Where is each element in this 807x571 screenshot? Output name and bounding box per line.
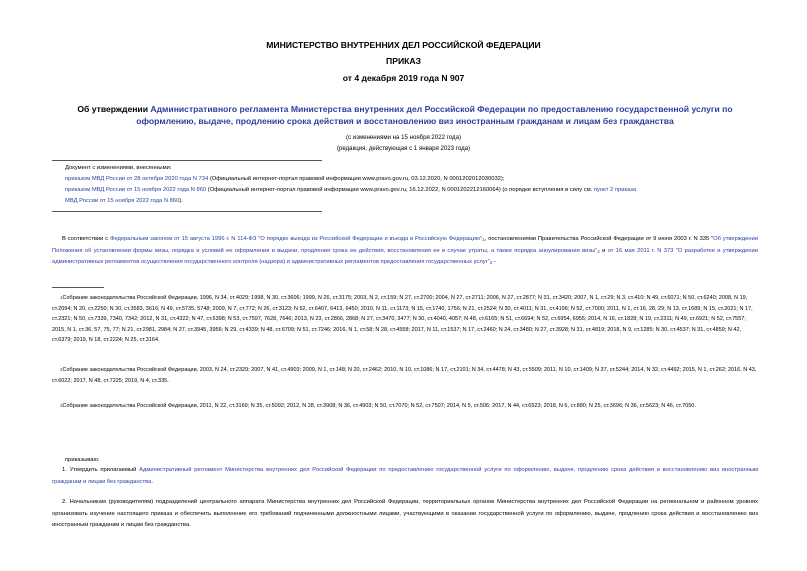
- status-changes: (с изменениями на 15 ноября 2022 года): [346, 134, 461, 141]
- order-item-2: 2. Начальникам (руководителям) подразделений центрального аппарата Министерства внутренних дел Российской Федерации, территориальных органов Министерства внутренних дел Российской Федерации на региональном и районном уровнях организовать изучение настоящего приказа и обеспечить выполнение его требований подчиненными должностными лицами, участвующими в оказании государственной услуги по оформлению, выдаче, продлению срока действия и восстановлению виз иностранным гражданам и лицам без гражданства.: [52, 499, 758, 528]
- federal-law-114-link[interactable]: Федеральным законом от 15 августа 1996 г. N 114-ФЗ "О порядке выезда из Российской Федерации и въезда в Российскую Федерацию": [109, 236, 483, 242]
- status-edition: (редакция, действующая с 1 января 2023 года): [336, 145, 471, 152]
- preamble-text-1: В соответствии с: [62, 236, 110, 242]
- order-item-1-end: .: [151, 478, 153, 485]
- preamble-paragraph: В соответствии с Федеральным законом от 15 августа 1996 г. N 114-ФЗ "О порядке выезда из Российской Федерации и въезда в Российскую Федерацию"$^1$, постановлениями Правительства Российской Федерации от 9 июня 2003 г. N 335 "Об утверждении Положения об установлении формы визы, порядка и условий ее оформления и выдачи, продления срока ее действия, восстановления ее в случае утраты, а также порядка аннулирования визы"$^2$ и от 16 мая 2011 г. N 373 "О разработке и утверждении административных регламентов осуществления государственного контроля (надзора) и административных регламентов предоставления государственных услуг"$^3$ -: [52, 236, 758, 265]
- order-734-link[interactable]: приказом МВД России от 28 октября 2020 года N 734: [65, 176, 209, 182]
- footnote-2: $^2$Собрание законодательства Российской Федерации, 2003, N 24, ст.2329; 2007, N 41, ст.4903; 2009, N 1, ст.148; N 20, ст.2462; 2010, N 10, ст.1086; N 17, ст.2101; N 34, ст.4478; N 43, ст.5509; 2011, N 10, ст.1409; N 37, ст.5244; 2014, N 32, ст.4492; 2015, N 1, ст.262; 2016, N 43, ст.6022; 2017, N 48, ст.7225; 2019, N 4, ст.335.: [52, 367, 757, 384]
- changes-item-2-text: (Официальный интернет-портал правовой информации www.pravo.gov.ru, 16.12.2022, N 0001202212160064) (о порядке вступления в силу см.: [206, 187, 594, 193]
- preamble-text-4: и: [599, 247, 608, 254]
- regulation-link[interactable]: Административный регламент Министерства внутренних дел Российской Федерации по предоставлению государственной услуги по оформлению, выдаче, продлению срока действия и восстановлению виз иностранным гражданам и лицам без гражданства: [52, 467, 758, 485]
- divider-bottom: [52, 211, 322, 212]
- changes-intro: Документ с изменениями, внесенными:: [65, 165, 172, 171]
- footnote-2-text: Собрание законодательства Российской Федерации, 2003, N 24, ст.2329; 2007, N 41, ст.4903; 2009, N 1, ст.148; N 20, ст.2462; 2010, N 10, ст.1086; N 17, ст.2101; N 34, ст.4478; N 43, ст.5509; 2011, N 10, ст.1409; N 37, ст.5244; 2014, N 32, ст.4492; 2015, N 1, ст.262; 2016, N 43, ст.6022; 2017, N 48, ст.7225; 2019, N 4, ст.335.: [52, 367, 757, 384]
- footnote-3: $^3$Собрание законодательства Российской Федерации, 2011, N 22, ст.3169; N 35, ст.5092; 2012, N 28, ст.3908; N 36, ст.4903; N 50, ст.7070; N 52, ст.7507; 2014, N 5, ст.506; 2017, N 44, ст.6523; 2018, N 6, ст.880; N 25, ст.3696; N 36, ст.5623; N 46, ст.7050.: [60, 403, 696, 409]
- changes-item-2: [65, 185, 760, 207]
- order-860-clause-link[interactable]: пункт 2 приказа: [593, 187, 637, 193]
- footnote-3-text: Собрание законодательства Российской Федерации, 2011, N 22, ст.3169; N 35, ст.5092; 2012, N 28, ст.3908; N 36, ст.4903; N 50, ст.7070; N 52, ст.7507; 2014, N 5, ст.506; 2017, N 44, ст.6523; 2018, N 6, ст.880; N 25, ст.3696; N 36, ст.5623; N 46, ст.7050.: [62, 403, 696, 409]
- order-860-link[interactable]: приказом МВД России от 15 ноября 2022 года N 860: [65, 187, 207, 193]
- changes-item-2-end: ).: [179, 198, 183, 204]
- ministry-heading: МИНИСТЕРСТВО ВНУТРЕННИХ ДЕЛ РОССИЙСКОЙ ФЕДЕРАЦИИ: [266, 40, 541, 50]
- footnote-1: $^1$Собрание законодательства Российской Федерации, 1996, N 34, ст.4029; 1998, N 30, ст.3606; 1999, N 26, ст.3175; 2003, N 2, ст.159; N 27, ст.2700; 2004, N 27, ст.2711; 2006, N 27, ст.2877; N 31, ст.3420; 2007, N 1, ст.29; N 3, ст.410; N 49, ст.6071; N 50, ст.6240; 2008, N 19, ст.2094; N 20, ст.2250; N 30, ст.3583, 3616; N 49, ст.5735, 5748; 2009, N 7, ст.772; N 26, ст.3123; N 52, ст.6407, 6413, 6450; 2010, N 11, ст.1173; N 15, ст.1740, 1756; N 21, ст.2524; N 30, ст.4011; N 31, ст.4196; N 52, ст.7000; 2011, N 1, ст.16, 28, 29; N 13, ст.1689; N 15, ст.2021; N 17, ст.2321; N 50, ст.7339, 7340, 7342; 2012, N 31, ст.4322; N 47, ст.6398; N 53, ст.7597, 7628, 7646; 2013, N 23, ст.2866, 2868; N 27, ст.3470, 3477; N 30, ст.4040, 4057; N 48, ст.6165; N 51, ст.6694; N 52, ст.6954, 6955; 2014, N 16, ст.1828; N 19, ст.2311; N 49, ст.6921; N 52, ст.7557; 2015, N 1, ст.36, 57, 75, 77; N 21, ст.2981, 2984; N 27, ст.3945, 3956; N 29, ст.4339; N 48, ст.6709; N 51, ст.7246; 2016, N 1, ст.58; N 28, ст.4558; 2017, N 11, ст.1537; N 17, ст.2460; N 24, ст.3480; N 27, ст.3928; N 31, ст.4819; 2018, N 9, ст.1285; N 30, ст.4537; N 31, ст.4859; N 42, ст.6379; 2019, N 18, ст.2224; N 25, ст.3164.: [52, 295, 753, 343]
- changes-item-1: [65, 174, 755, 185]
- preamble-text-3: Федерации от 9 июня 2003 г. N 335 ": [613, 236, 714, 242]
- changes-item-1-text: (Официальный интернет-портал правовой информации www.pravo.gov.ru, 03.12.2020, N 0001202012030032);: [208, 176, 505, 182]
- document-date-number: от 4 декабря 2019 года N 907: [342, 73, 465, 83]
- title-regulation-link[interactable]: Административного регламента Министерства внутренних дел Российской Федерации по предоставлению государственной услуги по оформлению, выдаче, продлению срока действия и восстановлению виз иностранным гражданам и лицам без гражданства: [136, 104, 733, 126]
- footnote-divider: [52, 287, 104, 288]
- footnote-1-text: Собрание законодательства Российской Федерации, 1996, N 34, ст.4029; 1998, N 30, ст.3606; 1999, N 26, ст.3175; 2003, N 2, ст.159; N 27, ст.2700; 2004, N 27, ст.2711; 2006, N 27, ст.2877; N 31, ст.3420; 2007, N 1, ст.29; N 3, ст.410; N 49, ст.6071; N 50, ст.6240; 2008, N 19, ст.2094; N 20, ст.2250; N 30, ст.3583, 3616; N 49, ст.5735, 5748; 2009, N 7, ст.772; N 26, ст.3123; N 52, ст.6407, 6413, 6450; 2010, N 11, ст.1173; N 15, ст.1740, 1756; N 21, ст.2524; N 30, ст.4011; N 31, ст.4196; N 52, ст.7000; 2011, N 1, ст.16, 28, 29; N 13, ст.1689; N 15, ст.2021; N 17, ст.2321; N 50, ст.7339, 7340, 7342; 2012, N 31, ст.4322; N 47, ст.6398; N 53, ст.7597, 7628, 7646; 2013, N 23, ст.2866, 2868; N 27, ст.3470, 3477; N 30, ст.4040, 4057; N 48, ст.6165; N 51, ст.6694; N 52, ст.6954, 6955; 2014, N 16, ст.1828; N 19, ст.2311; N 49, ст.6921; N 52, ст.7557; 2015, N 1, ст.36, 57, 75, 77; N 21, ст.2981, 2984; N 27, ст.3945, 3956; N 29, ст.4339; N 48, ст.6709; N 51, ст.7246; 2016, N 1, ст.58; N 28, ст.4558; 2017, N 11, ст.1537; N 17, ст.2460; N 24, ст.3480; N 27, ст.3928; N 31, ст.4819; 2018, N 9, ст.1285; N 30, ст.4537; N 31, ст.4859; N 42, ст.6379; 2019, N 18, ст.2224; N 25, ст.3164.: [52, 295, 753, 343]
- order-item-1-text: 1. Утвердить прилагаемый: [62, 467, 140, 473]
- order-860-clause-link-cont[interactable]: МВД России от 15 ноября 2022 года N 860: [65, 198, 180, 204]
- decree-335-link[interactable]: Об утверждении Положения об установлении формы визы, порядка и условий ее оформления и выдачи, продления срока ее действия, восстановления ее в случае утраты, а также порядка аннулирования визы": [52, 236, 758, 254]
- document-type: ПРИКАЗ: [386, 56, 421, 66]
- title-prefix: Об утверждении: [77, 104, 151, 114]
- divider-top: [52, 160, 322, 161]
- decree-373-link[interactable]: от 16 мая 2011 г. N 373 "О разработке и утверждении административных регламентов осуществления государственного контроля (надзора) и административных регламентов предоставления государственных услуг": [52, 247, 758, 265]
- order-item-1: [52, 465, 758, 488]
- preamble-text-2: , постановлениями Правительства Российской: [484, 236, 612, 242]
- document-title: [52, 103, 758, 127]
- preamble-text-5: -: [492, 259, 496, 265]
- order-intro: приказываю:: [65, 457, 100, 463]
